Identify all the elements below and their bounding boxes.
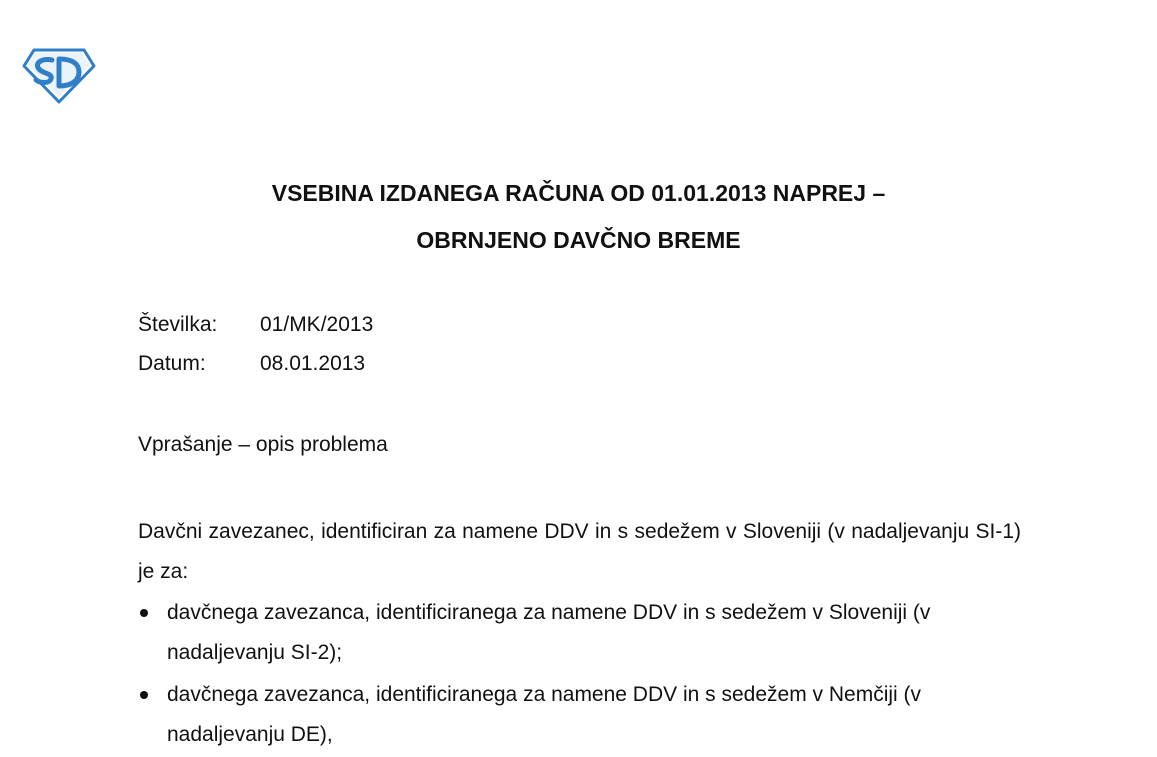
bullet-dot-icon xyxy=(140,609,148,617)
bullet-list xyxy=(138,593,1021,757)
list-item-text: davčnega zavezanca, identificiranega za namene DDV in s sedežem v Nemčiji (v nadaljevanju DE), xyxy=(167,683,922,746)
document-title-line1: VSEBINA IZDANEGA RAČUNA OD 01.01.2013 NAPREJ – xyxy=(271,180,886,206)
number-label: Številka: xyxy=(138,313,218,336)
number-row xyxy=(138,312,373,338)
date-label: Datum: xyxy=(138,352,206,375)
list-item xyxy=(138,675,1021,755)
number-value: 01/MK/2013 xyxy=(260,313,374,336)
question-heading: Vprašanje – opis problema xyxy=(138,433,388,456)
date-value: 08.01.2013 xyxy=(260,352,366,375)
date-row xyxy=(138,351,365,377)
body-paragraph: Davčni zavezanec, identificiran za namene DDV in s sedežem v Sloveniji (v nadaljevanju SI-1) je za: xyxy=(138,520,1021,583)
sd-logo xyxy=(22,48,96,104)
document-title-line2: OBRNJENO DAVČNO BREME xyxy=(416,227,741,253)
bullet-dot-icon xyxy=(140,691,148,699)
list-item-text: davčnega zavezanca, identificiranega za namene DDV in s sedežem v Sloveniji (v nadaljevanju SI-2); xyxy=(167,601,931,664)
list-item xyxy=(138,593,1021,673)
